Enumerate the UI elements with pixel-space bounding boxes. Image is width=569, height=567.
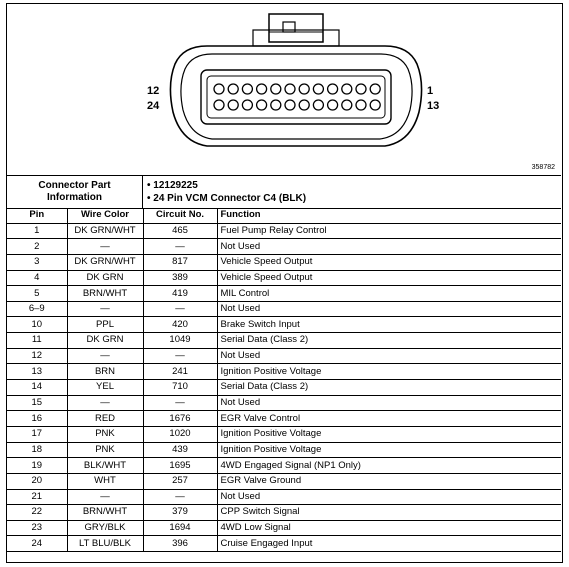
cell-pin: 19 <box>7 458 67 474</box>
pin-cavity <box>328 100 338 110</box>
table-row <box>7 301 561 317</box>
cell-wire-color: DK GRN <box>67 333 143 349</box>
cell-wire-color: DK GRN/WHT <box>67 254 143 270</box>
cell-wire-color: — <box>67 301 143 317</box>
pin-cavity <box>271 100 281 110</box>
cell-function: Vehicle Speed Output <box>217 270 561 286</box>
pin-cavity <box>285 100 295 110</box>
cell-circuit: — <box>143 489 217 505</box>
cell-wire-color: RED <box>67 411 143 427</box>
cell-pin: 10 <box>7 317 67 333</box>
info-label <box>7 176 143 208</box>
cell-wire-color: — <box>67 395 143 411</box>
cell-circuit: — <box>143 239 217 255</box>
pin-cavity <box>370 100 380 110</box>
cell-function: Vehicle Speed Output <box>217 254 561 270</box>
cell-function: EGR Valve Control <box>217 411 561 427</box>
pin-cavity <box>257 100 267 110</box>
cell-circuit: 1694 <box>143 520 217 536</box>
cell-function: 4WD Low Signal <box>217 520 561 536</box>
cell-pin: 17 <box>7 426 67 442</box>
cell-pin: 6–9 <box>7 301 67 317</box>
cell-function: Not Used <box>217 395 561 411</box>
connector-face-illustration <box>7 4 561 175</box>
cell-pin: 1 <box>7 223 67 239</box>
cell-circuit: 817 <box>143 254 217 270</box>
part-number: • 12129225 <box>147 179 306 192</box>
cell-wire-color: DK GRN <box>67 270 143 286</box>
table-row <box>7 223 561 239</box>
pin-cavity <box>242 84 252 94</box>
pin-cavity <box>370 84 380 94</box>
table-row <box>7 505 561 521</box>
table-row <box>7 426 561 442</box>
cell-function: Not Used <box>217 489 561 505</box>
cell-pin: 18 <box>7 442 67 458</box>
table-row <box>7 348 561 364</box>
cell-wire-color: DK GRN/WHT <box>67 223 143 239</box>
table-row <box>7 536 561 552</box>
cell-circuit: 710 <box>143 380 217 396</box>
cell-pin: 22 <box>7 505 67 521</box>
pinout-table <box>7 208 561 552</box>
pin-cavity <box>313 100 323 110</box>
pin-cavity <box>228 100 238 110</box>
pin-label-24: 24 <box>147 100 160 112</box>
table-row <box>7 286 561 302</box>
cell-wire-color: WHT <box>67 473 143 489</box>
pin-label-12: 12 <box>147 85 160 97</box>
cell-circuit: 396 <box>143 536 217 552</box>
info-label-line1: Connector Part <box>38 180 111 191</box>
cell-pin: 3 <box>7 254 67 270</box>
header-wire-color: Wire Color <box>67 208 143 223</box>
cell-pin: 13 <box>7 364 67 380</box>
cell-wire-color: — <box>67 348 143 364</box>
table-row <box>7 317 561 333</box>
info-label-line2: Information <box>47 192 102 203</box>
cell-wire-color: GRY/BLK <box>67 520 143 536</box>
cell-function: Ignition Positive Voltage <box>217 364 561 380</box>
cell-function: Not Used <box>217 348 561 364</box>
header-circuit: Circuit No. <box>143 208 217 223</box>
pin-cavity <box>299 84 309 94</box>
header-function: Function <box>217 208 561 223</box>
cell-circuit: 419 <box>143 286 217 302</box>
cell-circuit: 420 <box>143 317 217 333</box>
cell-function: Not Used <box>217 301 561 317</box>
table-header-row <box>7 208 561 223</box>
connector-sheet <box>6 3 563 563</box>
pin-cavity <box>342 84 352 94</box>
cell-function: Ignition Positive Voltage <box>217 426 561 442</box>
cell-circuit: 1049 <box>143 333 217 349</box>
cell-function: Fuel Pump Relay Control <box>217 223 561 239</box>
cell-pin: 2 <box>7 239 67 255</box>
pin-cavity <box>313 84 323 94</box>
table-row <box>7 270 561 286</box>
cell-function: Brake Switch Input <box>217 317 561 333</box>
cell-pin: 21 <box>7 489 67 505</box>
pin-cavity <box>356 84 366 94</box>
cell-pin: 5 <box>7 286 67 302</box>
table-row <box>7 473 561 489</box>
figure-number: 358782 <box>531 164 555 171</box>
cell-circuit: — <box>143 395 217 411</box>
table-row <box>7 458 561 474</box>
header-pin: Pin <box>7 208 67 223</box>
cell-wire-color: LT BLU/BLK <box>67 536 143 552</box>
cell-function: Not Used <box>217 239 561 255</box>
cell-wire-color: — <box>67 489 143 505</box>
pin-cavity <box>271 84 281 94</box>
cell-function: CPP Switch Signal <box>217 505 561 521</box>
cell-function: Serial Data (Class 2) <box>217 333 561 349</box>
cell-pin: 14 <box>7 380 67 396</box>
pin-cavity <box>299 100 309 110</box>
table-row <box>7 395 561 411</box>
cell-pin: 16 <box>7 411 67 427</box>
cell-wire-color: BRN/WHT <box>67 505 143 521</box>
cell-circuit: 1676 <box>143 411 217 427</box>
cell-function: Ignition Positive Voltage <box>217 442 561 458</box>
connector-part-info <box>7 176 561 209</box>
pin-cavity <box>228 84 238 94</box>
table-row <box>7 380 561 396</box>
table-row <box>7 254 561 270</box>
pin-cavity <box>285 84 295 94</box>
cell-circuit: 257 <box>143 473 217 489</box>
cell-wire-color: PNK <box>67 426 143 442</box>
pin-cavity <box>257 84 267 94</box>
pin-label-1: 1 <box>427 85 434 97</box>
cell-wire-color: PPL <box>67 317 143 333</box>
cell-circuit: 439 <box>143 442 217 458</box>
connector-drawing <box>7 4 561 176</box>
cell-circuit: 241 <box>143 364 217 380</box>
pin-label-13: 13 <box>427 100 440 112</box>
cell-function: EGR Valve Ground <box>217 473 561 489</box>
cell-function: 4WD Engaged Signal (NP1 Only) <box>217 458 561 474</box>
pin-cavity <box>356 100 366 110</box>
table-row <box>7 411 561 427</box>
cell-pin: 4 <box>7 270 67 286</box>
table-row <box>7 333 561 349</box>
cell-pin: 15 <box>7 395 67 411</box>
cell-pin: 24 <box>7 536 67 552</box>
cell-circuit: 1020 <box>143 426 217 442</box>
cell-wire-color: YEL <box>67 380 143 396</box>
cell-wire-color: BLK/WHT <box>67 458 143 474</box>
pin-cavity <box>242 100 252 110</box>
cell-wire-color: BRN <box>67 364 143 380</box>
cell-circuit: 1695 <box>143 458 217 474</box>
cell-wire-color: BRN/WHT <box>67 286 143 302</box>
cell-pin: 20 <box>7 473 67 489</box>
cell-circuit: 465 <box>143 223 217 239</box>
pin-cavity <box>342 100 352 110</box>
cell-function: Serial Data (Class 2) <box>217 380 561 396</box>
pin-cavities <box>214 84 380 110</box>
table-row <box>7 239 561 255</box>
pin-cavity <box>328 84 338 94</box>
cell-circuit: 379 <box>143 505 217 521</box>
table-row <box>7 442 561 458</box>
table-row <box>7 520 561 536</box>
cell-circuit: — <box>143 348 217 364</box>
cell-pin: 11 <box>7 333 67 349</box>
table-row <box>7 364 561 380</box>
table-row <box>7 489 561 505</box>
cell-pin: 12 <box>7 348 67 364</box>
connector-description: • 24 Pin VCM Connector C4 (BLK) <box>147 192 306 205</box>
cell-function: MIL Control <box>217 286 561 302</box>
cell-circuit: 389 <box>143 270 217 286</box>
pin-cavity <box>214 100 224 110</box>
pin-cavity <box>214 84 224 94</box>
cell-pin: 23 <box>7 520 67 536</box>
cell-wire-color: PNK <box>67 442 143 458</box>
cell-wire-color: — <box>67 239 143 255</box>
cell-function: Cruise Engaged Input <box>217 536 561 552</box>
cell-circuit: — <box>143 301 217 317</box>
info-values <box>147 179 306 205</box>
